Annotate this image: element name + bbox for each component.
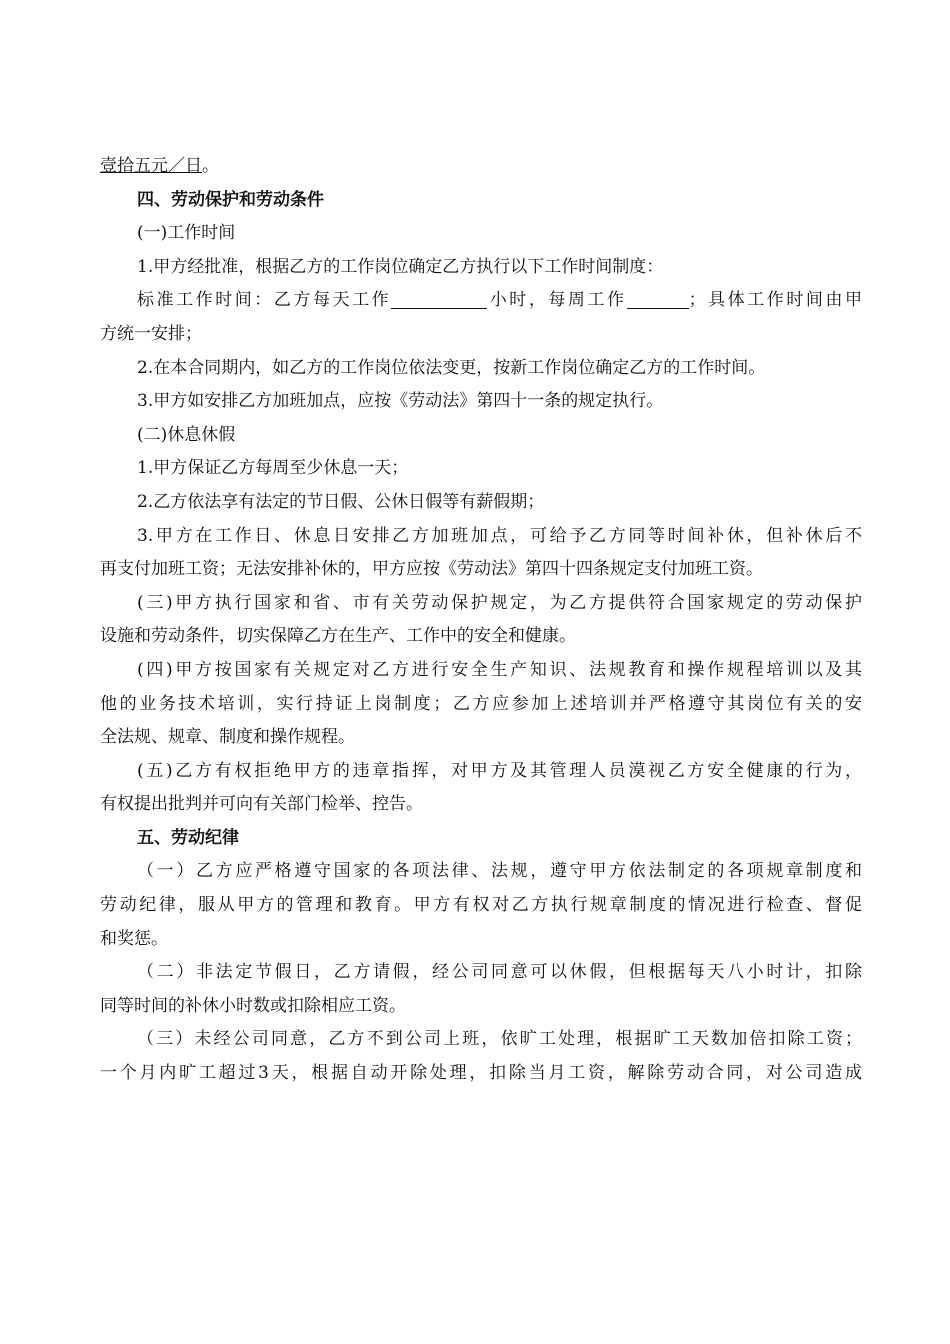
s4-4-line-b: 他的业务技术培训，实行持证上岗制度；乙方应参加上述培训并严格遵守其岗位有关的安 bbox=[100, 693, 862, 714]
s5-2-line-a: （二）非法定节假日，乙方请假，经公司同意可以休假，但根据每天八小时计，扣除 bbox=[137, 962, 862, 983]
s5-1-line-b: 劳动纪律，服从甲方的管理和教育。甲方有权对乙方执行规章制度的情况进行检查、督促 bbox=[100, 895, 862, 916]
daily-hours-blank bbox=[391, 290, 487, 309]
s5-2-line-b: 同等时间的补休小时数或扣除相应工资。 bbox=[100, 995, 406, 1016]
std-hours-text-c: ；具体工作时间由甲 bbox=[688, 290, 863, 311]
section-5-heading: 五、劳动纪律 bbox=[137, 827, 239, 848]
s4-1-standard-hours-cont: 方统一安排； bbox=[100, 323, 202, 344]
wage-tail-line bbox=[100, 150, 862, 184]
s4-1-title: (一)工作时间 bbox=[137, 223, 236, 244]
s4-2-paragraph-3b: 再支付加班工资；无法安排补休的，甲方应按《劳动法》第四十四条规定支付加班工资。 bbox=[100, 559, 763, 580]
s4-3-line-b: 设施和劳动条件，切实保障乙方在生产、工作中的安全和健康。 bbox=[100, 626, 576, 647]
std-hours-text-a: 标准工作时间：乙方每天工作 bbox=[137, 290, 392, 311]
s5-3-line-b: 一个月内旷工超过3天，根据自动开除处理，扣除当月工资，解除劳动合同，对公司造成 bbox=[100, 1063, 862, 1084]
s5-1-line-c: 和奖惩。 bbox=[100, 928, 168, 949]
s4-1-standard-hours bbox=[100, 284, 862, 318]
s4-4-line-a: (四)甲方按国家有关规定对乙方进行安全生产知识、法规教育和操作规程培训以及其 bbox=[137, 659, 862, 680]
contract-body bbox=[100, 150, 862, 1091]
s4-5-line-b: 有权提出批判并可向有关部门检举、控告。 bbox=[100, 794, 423, 815]
s4-2-paragraph-2: 2.乙方依法享有法定的节日假、公休日假等有薪假期； bbox=[137, 491, 545, 512]
section-4-heading: 四、劳动保护和劳动条件 bbox=[137, 189, 324, 210]
s4-2-paragraph-3a: 3.甲方在工作日、休息日安排乙方加班加点，可给予乙方同等时间补休，但补休后不 bbox=[137, 525, 862, 546]
s4-2-title: (二)休息休假 bbox=[137, 424, 236, 445]
s4-2-paragraph-1: 1.甲方保证乙方每周至少休息一天； bbox=[137, 458, 409, 479]
weekly-work-blank bbox=[627, 290, 689, 309]
s4-1-paragraph-3: 3.甲方如安排乙方加班加点，应按《劳动法》第四十一条的规定执行。 bbox=[137, 391, 664, 412]
s5-3-line-a: （三）未经公司同意，乙方不到公司上班，依旷工处理，根据旷工天数加倍扣除工资； bbox=[137, 1029, 862, 1050]
s4-1-paragraph-1: 1.甲方经批准，根据乙方的工作岗位确定乙方执行以下工作时间制度： bbox=[137, 256, 664, 277]
s4-3-line-a: (三)甲方执行国家和省、市有关劳动保护规定，为乙方提供符合国家规定的劳动保护 bbox=[137, 592, 862, 613]
s4-4-line-c: 全法规、规章、制度和操作规程。 bbox=[100, 727, 355, 748]
wage-amount: 壹拾五元／日 bbox=[100, 156, 202, 176]
std-hours-text-b: 小时，每周工作 bbox=[487, 290, 627, 311]
s4-1-paragraph-2: 2.在本合同期内，如乙方的工作岗位依法变更，按新工作岗位确定乙方的工作时间。 bbox=[137, 357, 766, 378]
wage-tail-end: 。 bbox=[202, 156, 219, 176]
s5-1-line-a: （一）乙方应严格遵守国家的各项法律、法规，遵守甲方依法制定的各项规章制度和 bbox=[137, 861, 862, 882]
s4-5-line-a: (五)乙方有权拒绝甲方的违章指挥，对甲方及其管理人员漠视乙方安全健康的行为， bbox=[137, 760, 862, 781]
